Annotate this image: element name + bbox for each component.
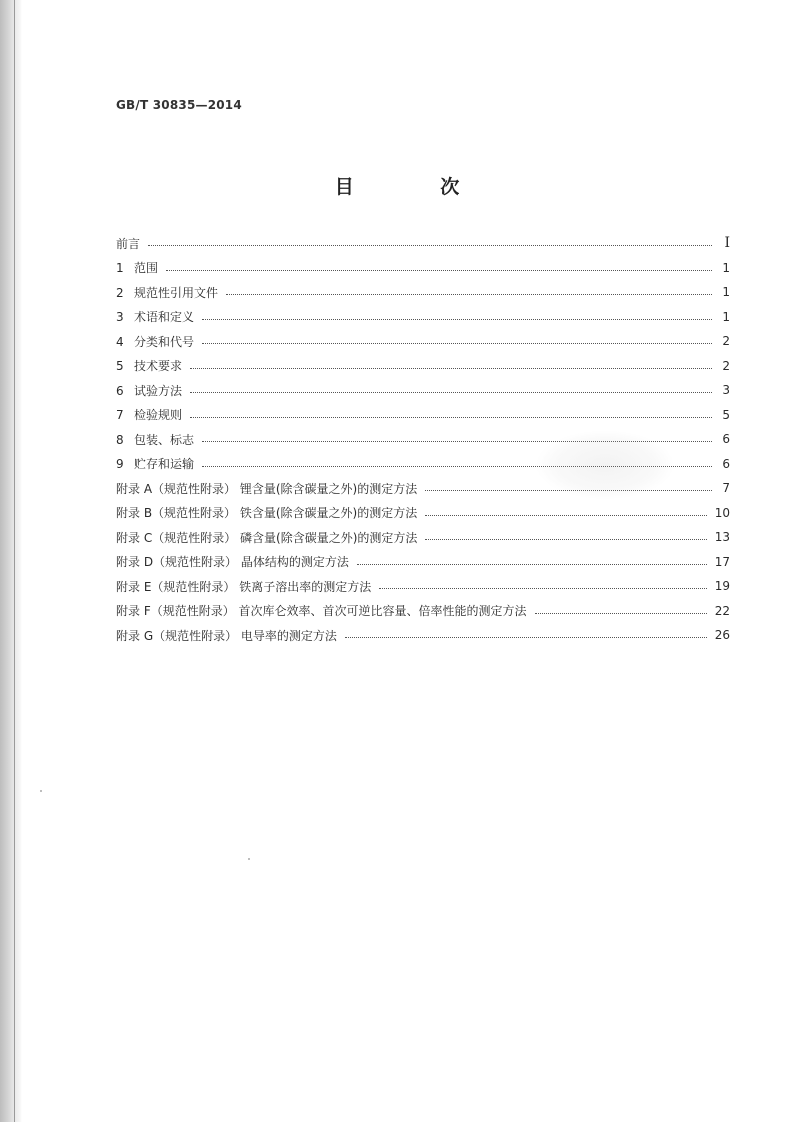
toc-entry-number: 7 [116, 408, 124, 423]
toc-entry-text: 附录 E（规范性附录） 铁离子溶出率的测定方法 [116, 579, 372, 594]
toc-entry-label [116, 627, 337, 644]
standard-code: GB/T 30835—2014 [116, 98, 242, 112]
toc-dot-leader [202, 318, 712, 320]
toc-entry-number: 9 [116, 457, 124, 472]
toc-entry-page-number: 22 [714, 603, 730, 618]
toc-entry-text: 分类和代号 [134, 334, 195, 349]
toc-entry-page-number: 2 [722, 358, 730, 373]
toc-entry-number: 6 [116, 383, 124, 398]
toc-entry-text: 附录 D（规范性附录） 晶体结构的测定方法 [116, 555, 349, 570]
toc-entry-text: 包装、标志 [134, 432, 195, 447]
toc-entry-page-number: 2 [722, 334, 730, 349]
page-title: 目 次 [334, 176, 500, 198]
toc-entry-label [116, 431, 194, 448]
toc-entry-label [116, 357, 182, 374]
toc-dot-leader [190, 416, 712, 418]
toc-dot-leader [345, 636, 707, 638]
toc-dot-leader [148, 244, 712, 246]
toc-entry-text: 规范性引用文件 [134, 285, 219, 300]
toc-entry-page-number: 1 [722, 285, 730, 300]
toc-dot-leader [425, 514, 706, 516]
toc-entry-page-number: 17 [714, 554, 730, 569]
toc-entry-page-number: 26 [714, 628, 730, 643]
toc-entry-label [116, 333, 194, 350]
toc-entry-text: 范围 [134, 261, 159, 276]
toc-dot-leader [166, 269, 712, 271]
scan-speck [40, 790, 42, 792]
toc-entry-text: 附录 C（规范性附录） 磷含量(除含碳量之外)的测定方法 [116, 530, 418, 545]
toc-entry-number: 8 [116, 432, 124, 447]
toc-entry-label [116, 553, 349, 570]
toc-entry-label [116, 578, 371, 595]
toc-entry-label [116, 284, 218, 301]
toc-entry-page-number: 7 [722, 481, 730, 496]
toc-entry-page-number: 3 [722, 383, 730, 398]
toc-entry-page-number: 13 [714, 530, 730, 545]
toc-entry-text: 试验方法 [134, 383, 183, 398]
toc-entry[interactable] [116, 403, 730, 428]
scan-speck [248, 858, 250, 860]
toc-entry-number: 3 [116, 310, 124, 325]
toc-entry-label [116, 504, 417, 521]
toc-entry-text: 术语和定义 [134, 310, 195, 325]
toc-entry[interactable] [116, 501, 730, 526]
toc-entry-text: 附录 B（规范性附录） 铁含量(除含碳量之外)的测定方法 [116, 506, 418, 521]
toc-entry-page-number: 6 [722, 432, 730, 447]
toc-entry-label [116, 382, 182, 399]
toc-entry[interactable] [116, 525, 730, 550]
toc-entry[interactable] [116, 599, 730, 624]
toc-entry-page-number: Ⅰ [724, 235, 730, 252]
toc-entry-number: 4 [116, 334, 124, 349]
toc-entry[interactable] [116, 550, 730, 575]
toc-entry-label [116, 406, 182, 423]
toc-entry-page-number: 19 [714, 579, 730, 594]
toc-entry-page-number: 10 [714, 505, 730, 520]
toc-entry-text: 附录 F（规范性附录） 首次库仑效率、首次可逆比容量、倍率性能的测定方法 [116, 604, 527, 619]
toc-entry-number: 5 [116, 359, 124, 374]
toc-entry-text: 检验规则 [134, 408, 183, 423]
toc-entry[interactable] [116, 623, 730, 648]
toc-dot-leader [535, 612, 707, 614]
toc-entry-text: 前言 [116, 236, 141, 251]
toc-entry-number: 1 [116, 261, 124, 276]
toc-dot-leader [190, 391, 712, 393]
toc-entry-page-number: 1 [722, 260, 730, 275]
binding-edge-line [14, 0, 15, 1122]
toc-entry-label [116, 235, 140, 252]
toc-entry-label [116, 308, 194, 325]
toc-entry-label [116, 480, 417, 497]
toc-entry-label [116, 259, 158, 276]
toc-dot-leader [226, 293, 712, 295]
toc-entry[interactable] [116, 378, 730, 403]
toc-entry-label [116, 602, 527, 619]
toc-entry-page-number: 1 [722, 309, 730, 324]
toc-entry[interactable] [116, 305, 730, 330]
toc-entry[interactable] [116, 256, 730, 281]
toc-dot-leader [357, 563, 707, 565]
toc-entry-page-number: 6 [722, 456, 730, 471]
toc-entry-label [116, 529, 417, 546]
faint-stamp-mark [535, 430, 675, 500]
toc-entry-text: 附录 A（规范性附录） 锂含量(除含碳量之外)的测定方法 [116, 481, 418, 496]
toc-entry-number: 2 [116, 285, 124, 300]
toc-dot-leader [202, 342, 712, 344]
toc-entry-page-number: 5 [722, 407, 730, 422]
binding-edge-shadow [0, 0, 22, 1122]
toc-entry-text: 技术要求 [134, 359, 183, 374]
toc-entry-text: 贮存和运输 [134, 457, 195, 472]
toc-entry[interactable] [116, 231, 730, 256]
toc-entry-label [116, 455, 194, 472]
toc-entry[interactable] [116, 354, 730, 379]
toc-entry-text: 附录 G（规范性附录） 电导率的测定方法 [116, 628, 337, 643]
toc-entry[interactable] [116, 329, 730, 354]
toc-dot-leader [425, 538, 706, 540]
toc-entry[interactable] [116, 280, 730, 305]
toc-entry[interactable] [116, 574, 730, 599]
toc-dot-leader [190, 367, 712, 369]
toc-dot-leader [379, 587, 707, 589]
